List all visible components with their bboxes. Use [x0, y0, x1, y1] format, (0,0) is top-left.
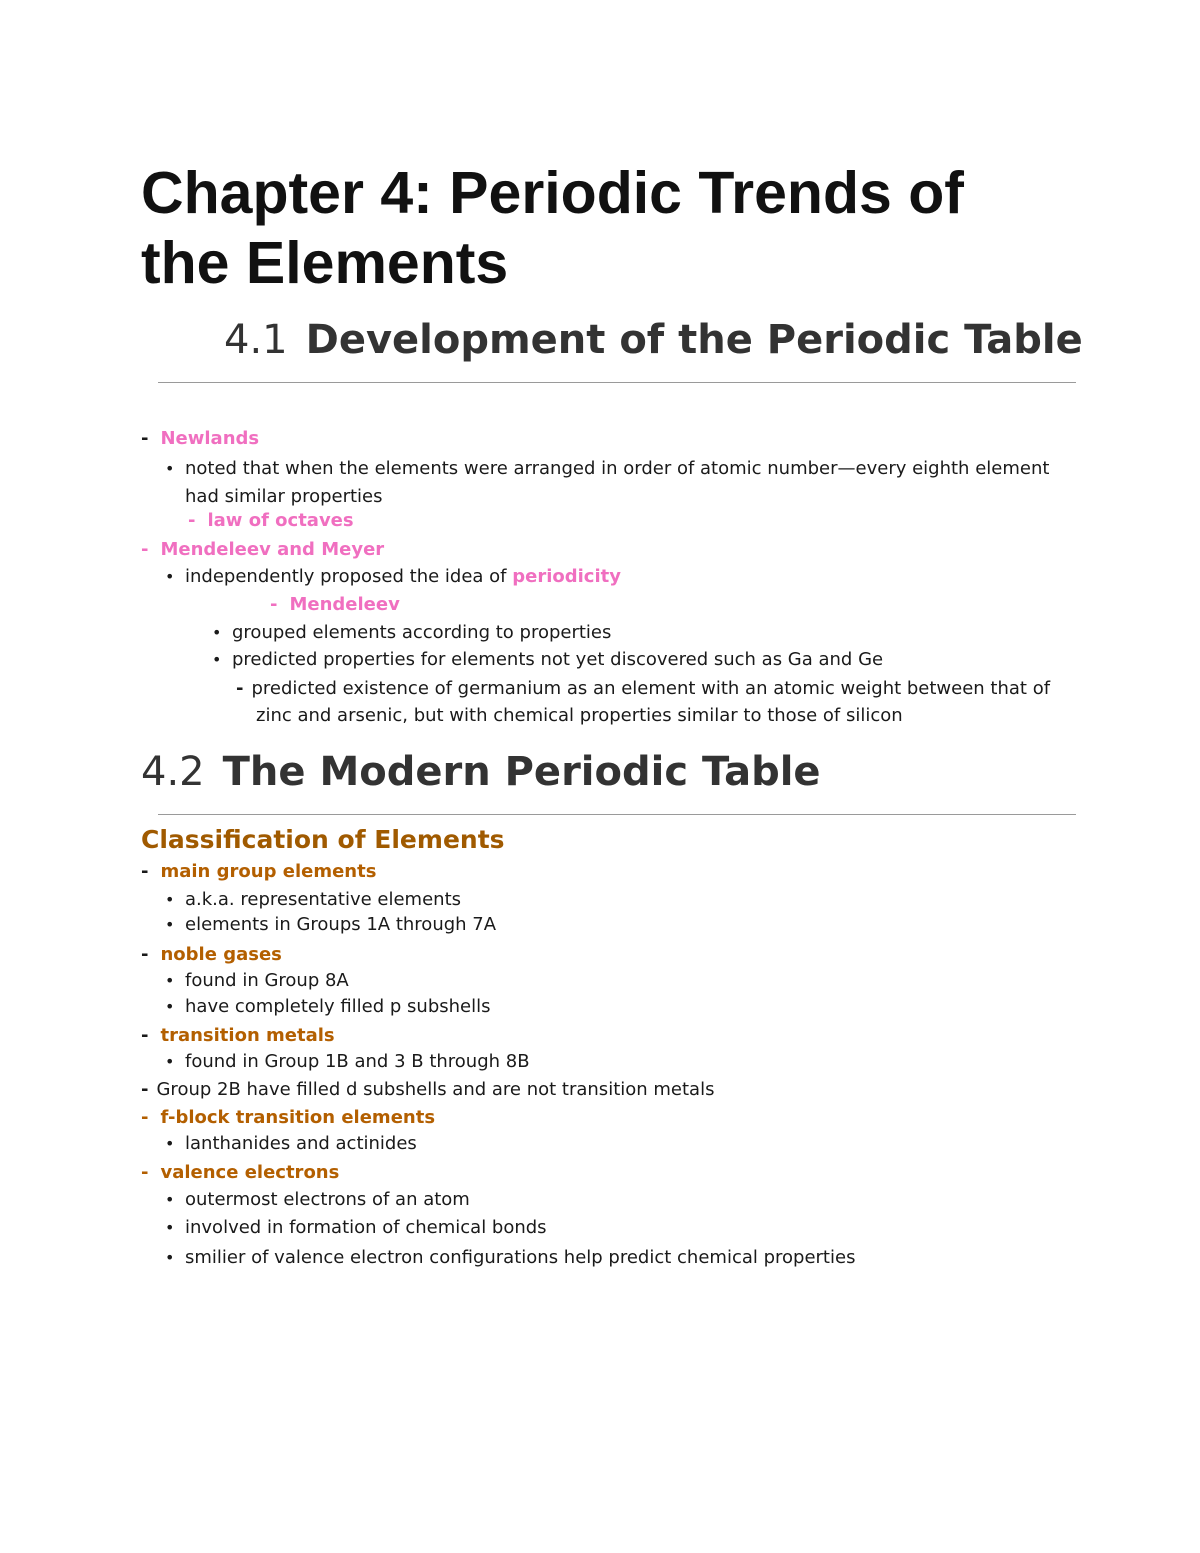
term-mendeleev: Mendeleev	[289, 594, 400, 615]
list-item-group-2b	[141, 1078, 714, 1102]
term-newlands: Newlands	[160, 428, 260, 449]
chapter-title-line2: the Elements	[141, 230, 509, 296]
term-mendeleev-meyer: Mendeleev and Meyer	[160, 539, 385, 560]
term-law-of-octaves: law of octaves	[207, 510, 354, 531]
list-item-f-block	[141, 1106, 435, 1130]
list-item	[165, 1050, 530, 1074]
bullet-marker: •	[212, 650, 222, 669]
section-divider	[158, 382, 1076, 383]
section-heading-4-2	[141, 748, 821, 796]
dash-marker: -	[141, 1079, 149, 1100]
list-item	[236, 677, 1050, 701]
item-text: outermost electrons of an atom	[185, 1189, 470, 1210]
item-text: elements in Groups 1A through 7A	[185, 914, 497, 935]
term-noble-gases: noble gases	[160, 944, 282, 965]
item-text: found in Group 1B and 3 B through 8B	[185, 1051, 530, 1072]
list-item-transition-metals	[141, 1024, 335, 1048]
item-text: noted that when the elements were arranged in order of atomic number—every eighth element	[185, 458, 1050, 479]
list-item-law-of-octaves	[188, 509, 354, 533]
item-text: predicted existence of germanium as an element with an atomic weight between that of	[251, 678, 1051, 699]
bullet-marker: •	[165, 915, 175, 934]
dash-marker: -	[270, 594, 278, 615]
chapter-title-line1: Chapter 4: Periodic Trends of	[141, 160, 964, 226]
list-item-main-group	[141, 860, 376, 884]
list-item-valence	[141, 1161, 339, 1185]
list-item	[165, 1216, 547, 1240]
list-item	[212, 621, 611, 645]
bullet-marker: •	[165, 1052, 175, 1071]
term-periodicity: periodicity	[512, 566, 621, 587]
list-item	[165, 888, 461, 912]
dash-marker: -	[188, 510, 196, 531]
item-text: Group 2B have filled d subshells and are not transition metals	[156, 1079, 715, 1100]
section-title: Development of the Periodic Table	[305, 317, 1083, 363]
list-item-mendeleev	[270, 593, 400, 617]
bullet-marker: •	[165, 459, 175, 478]
list-item	[165, 995, 491, 1019]
item-text: involved in formation of chemical bonds	[185, 1217, 547, 1238]
dash-marker: -	[141, 428, 149, 449]
list-item-newlands	[141, 427, 259, 451]
section-divider	[158, 814, 1076, 815]
bullet-marker: •	[212, 623, 222, 642]
dash-marker: -	[141, 1162, 149, 1183]
list-item	[165, 565, 621, 589]
item-text: a.k.a. representative elements	[185, 889, 462, 910]
bullet-marker: •	[165, 567, 175, 586]
section-number: 4.1	[224, 317, 288, 363]
bullet-marker: •	[165, 1134, 175, 1153]
list-item	[165, 1132, 417, 1156]
list-item-mendeleev-meyer	[141, 538, 384, 562]
list-item-noble-gases	[141, 943, 282, 967]
bullet-marker: •	[165, 971, 175, 990]
list-item	[212, 648, 883, 672]
item-text: lanthanides and actinides	[185, 1133, 417, 1154]
dash-marker: -	[141, 539, 149, 560]
item-text: predicted properties for elements not yet discovered such as Ga and Ge	[232, 649, 884, 670]
dash-marker: -	[141, 944, 149, 965]
term-valence-electrons: valence electrons	[160, 1162, 340, 1183]
item-text: found in Group 8A	[185, 970, 349, 991]
list-item	[165, 1246, 855, 1270]
dash-marker: -	[236, 678, 244, 699]
item-text: grouped elements according to properties	[232, 622, 612, 643]
item-text: smilier of valence electron configurations help predict chemical properties	[185, 1247, 856, 1268]
bullet-marker: •	[165, 997, 175, 1016]
dash-marker: -	[141, 1025, 149, 1046]
bullet-marker: •	[165, 1218, 175, 1237]
subheading-classification: Classification of Elements	[141, 825, 505, 854]
bullet-marker: •	[165, 890, 175, 909]
term-transition-metals: transition metals	[160, 1025, 335, 1046]
item-text: independently proposed the idea of	[185, 566, 513, 587]
bullet-marker: •	[165, 1190, 175, 1209]
dash-marker: -	[141, 1107, 149, 1128]
list-item	[165, 969, 349, 993]
list-item	[165, 457, 1049, 481]
list-item	[165, 913, 496, 937]
dash-marker: -	[141, 861, 149, 882]
section-number: 4.2	[141, 749, 205, 795]
list-item-continuation: zinc and arsenic, but with chemical properties similar to those of silicon	[256, 705, 903, 726]
term-main-group: main group elements	[160, 861, 377, 882]
item-text: have completely filled p subshells	[185, 996, 491, 1017]
section-heading-4-1	[224, 316, 1083, 364]
list-item-continuation: had similar properties	[185, 486, 383, 507]
bullet-marker: •	[165, 1248, 175, 1267]
section-title: The Modern Periodic Table	[222, 749, 821, 795]
list-item	[165, 1188, 470, 1212]
term-f-block: f-block transition elements	[160, 1107, 436, 1128]
